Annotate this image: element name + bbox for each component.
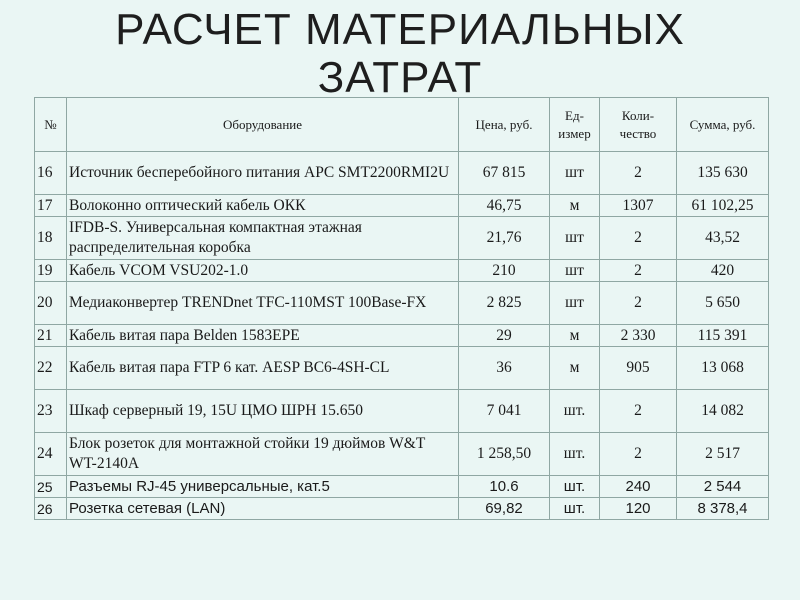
header-price: Цена, руб. xyxy=(459,98,550,152)
row-qty: 1307 xyxy=(600,195,677,217)
header-qty-line-1: Коли- xyxy=(621,107,655,123)
row-equipment: Кабель VCOM VSU202-1.0 xyxy=(67,260,459,282)
header-qty-line-2: чество xyxy=(619,125,657,141)
row-sum: 8 378,4 xyxy=(677,498,769,520)
table-row xyxy=(35,195,769,217)
table-row xyxy=(35,152,769,195)
header-num: № xyxy=(35,98,67,152)
row-equipment: Разъемы RJ-45 универсальные, кат.5 xyxy=(67,476,459,498)
row-price: 69,82 xyxy=(459,498,550,520)
row-num: 20 xyxy=(35,282,67,325)
row-qty: 240 xyxy=(600,476,677,498)
row-price: 36 xyxy=(459,347,550,390)
row-qty: 2 xyxy=(600,217,677,260)
page-title-line-1: РАСЧЕТ МАТЕРИАЛЬНЫХ xyxy=(115,5,685,54)
row-unit: шт. xyxy=(550,476,600,498)
row-equipment: Шкаф серверный 19, 15U ЦМО ШРН 15.650 xyxy=(67,390,459,433)
row-num: 17 xyxy=(35,195,67,217)
row-qty: 2 xyxy=(600,282,677,325)
row-num: 19 xyxy=(35,260,67,282)
row-unit: шт xyxy=(550,282,600,325)
costs-table xyxy=(34,97,769,520)
row-qty: 2 330 xyxy=(600,325,677,347)
row-equipment: IFDB-S. Универсальная компактная этажная распределительная коробка xyxy=(67,217,459,260)
row-unit: м xyxy=(550,195,600,217)
row-price: 7 041 xyxy=(459,390,550,433)
header-unit-line-2: измер xyxy=(558,125,591,141)
row-sum: 2 517 xyxy=(677,433,769,476)
row-price: 2 825 xyxy=(459,282,550,325)
row-unit: шт. xyxy=(550,433,600,476)
row-unit: шт xyxy=(550,152,600,195)
row-sum: 14 082 xyxy=(677,390,769,433)
row-sum: 61 102,25 xyxy=(677,195,769,217)
row-price: 67 815 xyxy=(459,152,550,195)
row-equipment: Кабель витая пара FTP 6 кат. AESP BC6-4SH-CL xyxy=(67,347,459,390)
row-price: 29 xyxy=(459,325,550,347)
row-equipment: Кабель витая пара Belden 1583EPE xyxy=(67,325,459,347)
row-sum: 2 544 xyxy=(677,476,769,498)
row-price: 10.6 xyxy=(459,476,550,498)
row-equipment: Волоконно оптический кабель ОКК xyxy=(67,195,459,217)
row-num: 23 xyxy=(35,390,67,433)
header-sum: Сумма, руб. xyxy=(677,98,769,152)
table-row xyxy=(35,325,769,347)
row-unit: м xyxy=(550,347,600,390)
header-unit xyxy=(550,98,600,152)
row-equipment: Розетка сетевая (LAN) xyxy=(67,498,459,520)
header-row xyxy=(35,98,769,152)
table-row xyxy=(35,476,769,498)
row-unit: шт. xyxy=(550,498,600,520)
row-qty: 2 xyxy=(600,433,677,476)
header-equipment: Оборудование xyxy=(67,98,459,152)
row-unit: шт xyxy=(550,260,600,282)
row-price: 210 xyxy=(459,260,550,282)
row-unit: шт xyxy=(550,217,600,260)
row-num: 24 xyxy=(35,433,67,476)
row-qty: 905 xyxy=(600,347,677,390)
row-num: 16 xyxy=(35,152,67,195)
table-row xyxy=(35,217,769,260)
table-row xyxy=(35,347,769,390)
row-num: 22 xyxy=(35,347,67,390)
row-qty: 2 xyxy=(600,152,677,195)
table-row xyxy=(35,282,769,325)
row-unit: шт. xyxy=(550,390,600,433)
table-row xyxy=(35,260,769,282)
row-qty: 2 xyxy=(600,260,677,282)
row-equipment: Блок розеток для монтажной стойки 19 дюймов W&T WT-2140A xyxy=(67,433,459,476)
row-num: 26 xyxy=(35,498,67,520)
row-num: 21 xyxy=(35,325,67,347)
table-row xyxy=(35,390,769,433)
row-price: 46,75 xyxy=(459,195,550,217)
row-qty: 2 xyxy=(600,390,677,433)
row-num: 25 xyxy=(35,476,67,498)
row-num: 18 xyxy=(35,217,67,260)
row-sum: 43,52 xyxy=(677,217,769,260)
table-row xyxy=(35,433,769,476)
row-equipment: Медиаконвертер TRENDnet TFC-110MST 100Base-FX xyxy=(67,282,459,325)
row-unit: м xyxy=(550,325,600,347)
row-price: 21,76 xyxy=(459,217,550,260)
header-qty xyxy=(600,98,677,152)
row-sum: 135 630 xyxy=(677,152,769,195)
row-equipment: Источник бесперебойного питания APC SMT2200RMI2U xyxy=(67,152,459,195)
header-unit-line-1: Ед- xyxy=(565,107,584,123)
row-sum: 420 xyxy=(677,260,769,282)
page-title-line-2: ЗАТРАТ xyxy=(317,53,483,102)
row-sum: 13 068 xyxy=(677,347,769,390)
table-row xyxy=(35,498,769,520)
row-sum: 5 650 xyxy=(677,282,769,325)
row-qty: 120 xyxy=(600,498,677,520)
row-price: 1 258,50 xyxy=(459,433,550,476)
page-title xyxy=(0,6,800,102)
row-sum: 115 391 xyxy=(677,325,769,347)
